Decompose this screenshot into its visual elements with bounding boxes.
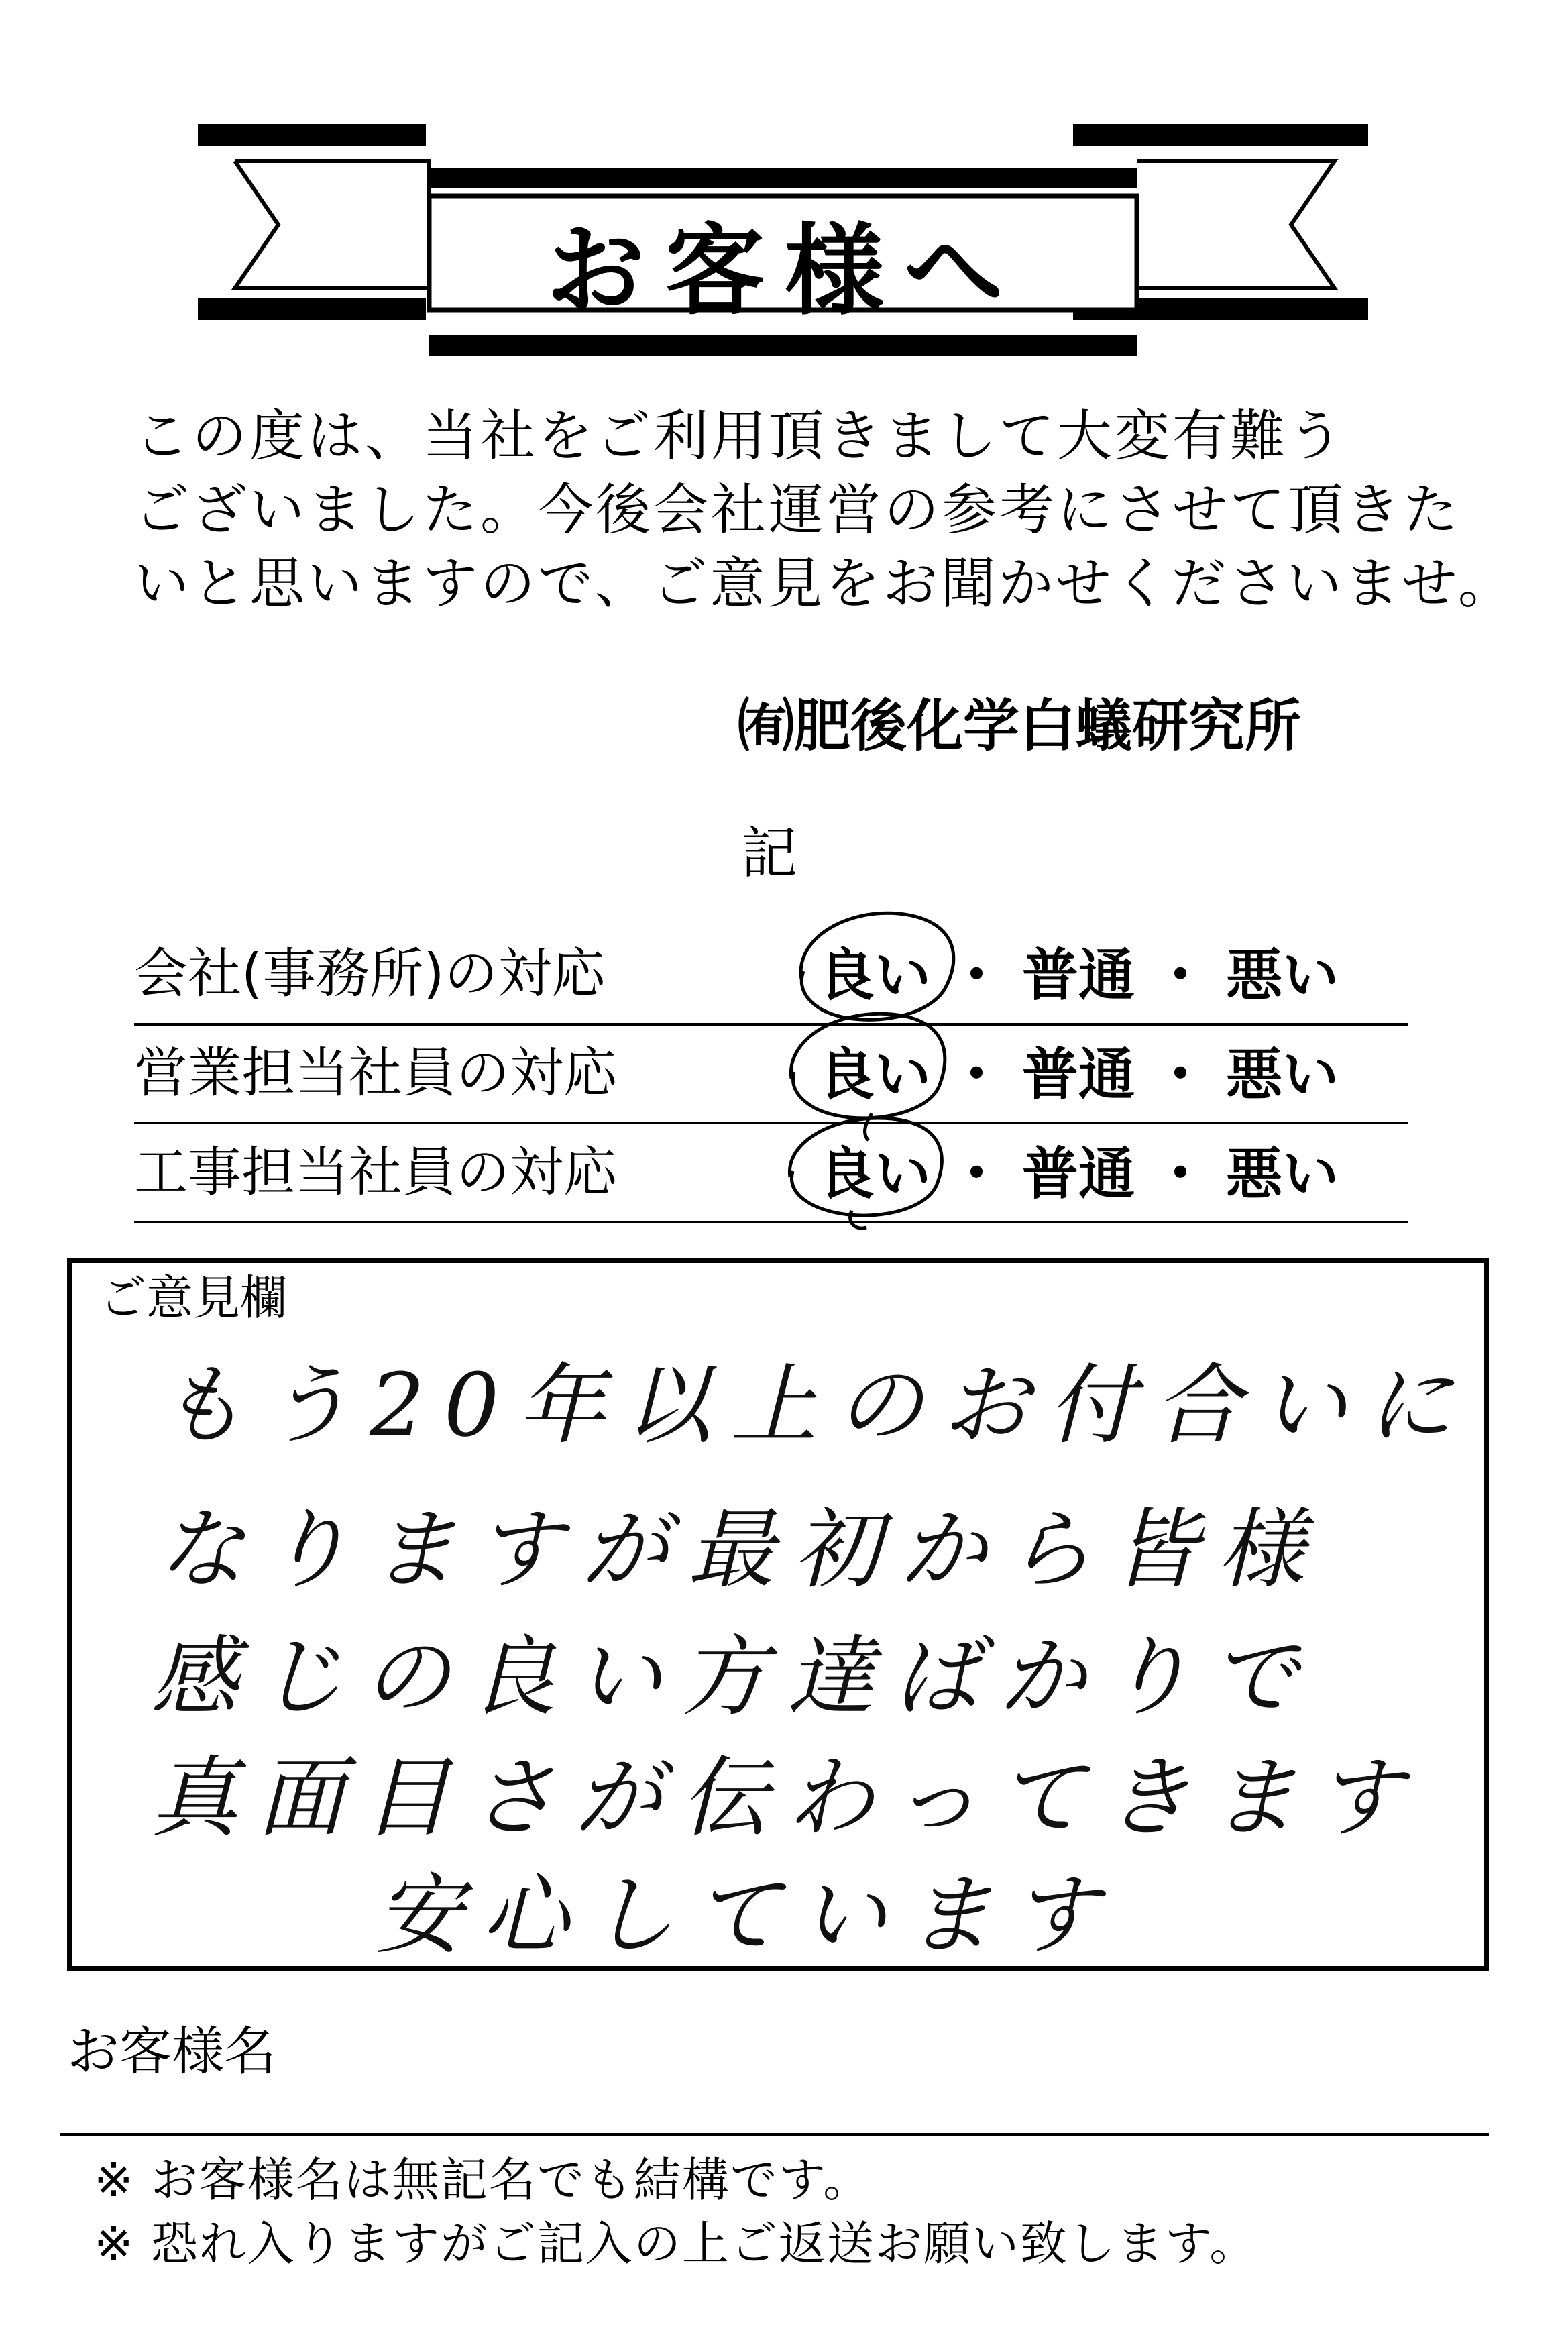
option-bad[interactable]: 悪い — [1226, 1141, 1339, 1207]
handwritten-line-4: 真面目さが伝わってきます — [151, 1747, 1422, 1849]
option-separator: ・ — [1152, 942, 1209, 1008]
option-good[interactable]: 良い — [818, 942, 932, 1008]
rating-row-label: 会社(事務所)の対応 — [134, 942, 606, 1005]
option-separator: ・ — [948, 942, 1005, 1008]
ki-heading: 記 — [741, 820, 798, 886]
option-good[interactable]: 良い — [818, 1042, 932, 1107]
company-name: ㈲肥後化学白蟻研究所 — [738, 693, 1302, 759]
intro-line-3: いと思いますので、ご意見をお聞かせくださいませ。 — [134, 552, 1516, 616]
page-title: お客様へ — [546, 212, 1023, 329]
rating-row-label: 営業担当社員の対応 — [134, 1042, 617, 1104]
option-normal[interactable]: 普通 — [1022, 1141, 1135, 1207]
opinion-label: ご意見欄 — [99, 1270, 287, 1325]
customer-name-underline — [60, 2133, 1489, 2136]
option-separator: ・ — [948, 1042, 1005, 1107]
note-return: ※ 恐れ入りますがご記入の上ご返送お願い致します。 — [94, 2216, 1258, 2271]
option-normal[interactable]: 普通 — [1022, 942, 1135, 1008]
option-separator: ・ — [1152, 1141, 1209, 1207]
option-bad[interactable]: 悪い — [1226, 942, 1339, 1008]
option-good[interactable]: 良い — [818, 1141, 932, 1207]
handwritten-line-3: 感じの良い方達ばかりで — [151, 1626, 1317, 1728]
handwritten-line-2: なりますが最初から皆様 — [158, 1498, 1324, 1600]
customer-name-field[interactable] — [322, 2053, 1462, 2120]
handwritten-line-5: 安心しています — [376, 1864, 1118, 1966]
handwritten-line-1: もう20年以上のお付合いに — [158, 1354, 1472, 1456]
customer-name-label: お客様名 — [67, 2022, 277, 2082]
note-anonymous: ※ お客様名は無記名でも結構です。 — [94, 2152, 872, 2207]
option-normal[interactable]: 普通 — [1022, 1042, 1135, 1107]
option-separator: ・ — [948, 1141, 1005, 1207]
rating-row-label: 工事担当社員の対応 — [134, 1141, 617, 1203]
option-separator: ・ — [1152, 1042, 1209, 1107]
intro-line-2: ございました。今後会社運営の参考にさせて頂きた — [134, 478, 1461, 542]
intro-line-1: この度は、当社をご利用頂きまして大変有難う — [134, 404, 1346, 468]
circle-mark — [791, 1014, 944, 1140]
option-bad[interactable]: 悪い — [1226, 1042, 1339, 1107]
circle-mark — [801, 913, 954, 1020]
